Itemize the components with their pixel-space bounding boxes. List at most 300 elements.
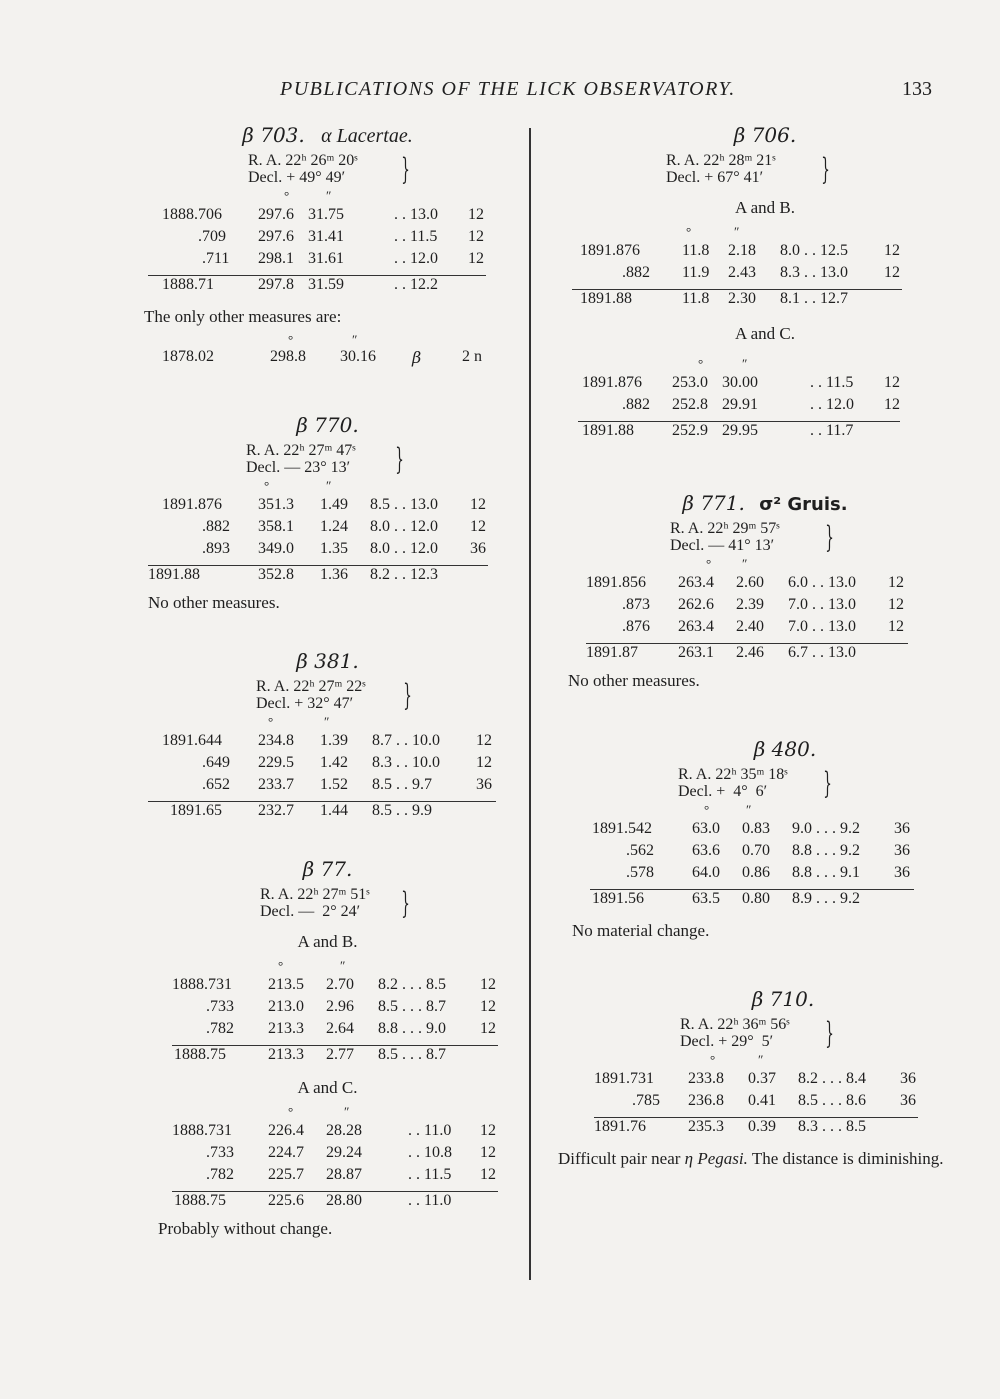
- table-cell: 2.77: [326, 1046, 354, 1063]
- coordinates: [260, 886, 515, 924]
- table-cell: 36: [894, 820, 910, 837]
- running-title: PUBLICATIONS OF THE LICK OBSERVATORY.: [280, 78, 736, 100]
- table-cell: 1.24: [320, 518, 348, 535]
- table-cell: 1888.71: [162, 276, 214, 293]
- table-cell: 12: [884, 264, 900, 281]
- table-cell: °: [686, 224, 692, 239]
- table-cell: 233.8: [688, 1070, 724, 1087]
- entry-number: β 710.: [751, 987, 815, 1011]
- table-row: [560, 572, 970, 594]
- coordinates: [678, 766, 970, 804]
- table-cell: 11.8: [682, 290, 710, 307]
- entry-b381: [140, 644, 515, 822]
- entry-b703: [140, 118, 515, 378]
- measures-table: [560, 572, 970, 664]
- table-cell: .562: [626, 842, 654, 859]
- table-cell: . . 13.0: [394, 206, 438, 223]
- table-cell: 8.1 . . 12.7: [780, 290, 848, 307]
- entry-b706: [560, 118, 970, 442]
- page-header: [0, 78, 1000, 108]
- table-cell: 233.7: [258, 776, 294, 793]
- measures-table: [140, 204, 515, 296]
- table-cell: 8.9 . . . 9.2: [792, 890, 860, 907]
- table-cell: 1.36: [320, 566, 348, 583]
- right-ascension: R. A. 22ʰ 29ᵐ 57ˢ: [670, 520, 780, 537]
- table-cell: 213.5: [268, 976, 304, 993]
- table-cell: 28.80: [326, 1192, 362, 1209]
- table-row: [560, 262, 970, 284]
- entry-title: [560, 486, 970, 520]
- table-cell: 1891.88: [582, 422, 634, 439]
- entry-title: [140, 408, 515, 442]
- declination: Decl. — 41° 13′: [670, 537, 775, 554]
- table-row: [140, 1142, 515, 1164]
- previous-measure: [140, 348, 515, 378]
- degree-mark: °: [284, 188, 290, 203]
- table-cell: 0.70: [742, 842, 770, 859]
- brace-icon: }: [401, 152, 410, 187]
- right-ascension: R. A. 22ʰ 27ᵐ 47ˢ: [246, 442, 356, 459]
- units-row: [560, 358, 970, 372]
- table-cell: 1891.876: [162, 496, 222, 513]
- table-row: [140, 752, 515, 774]
- table-cell: .882: [622, 264, 650, 281]
- table-cell: 7.0 . . 13.0: [788, 596, 856, 613]
- table-row: [140, 1164, 515, 1186]
- table-cell: 12: [476, 732, 492, 749]
- column-divider: [529, 128, 531, 1280]
- table-cell: 213.0: [268, 998, 304, 1015]
- table-cell: β: [412, 348, 422, 367]
- page-number: 133: [902, 78, 932, 100]
- table-cell: 12: [470, 518, 486, 535]
- table-cell: 2.18: [728, 242, 756, 259]
- table-cell: 8.5 . . . 8.7: [378, 998, 446, 1015]
- table-cell: 63.0: [692, 820, 720, 837]
- table-cell: 252.8: [672, 396, 708, 413]
- table-cell: 0.39: [748, 1118, 776, 1135]
- table-cell: °: [268, 714, 274, 729]
- table-cell: 8.5 . . . 8.6: [798, 1092, 866, 1109]
- table-cell: 12: [480, 1122, 496, 1139]
- table-cell: 1888.75: [174, 1192, 226, 1209]
- table-cell: 64.0: [692, 864, 720, 881]
- table-cell: 0.83: [742, 820, 770, 837]
- table-cell: 2.46: [736, 644, 764, 661]
- table-cell: ″: [352, 332, 358, 347]
- table-row: [140, 494, 515, 516]
- table-row: [560, 394, 970, 416]
- table-cell: 1.42: [320, 754, 348, 771]
- table-cell: 8.3 . . 13.0: [780, 264, 848, 281]
- table-cell: 352.8: [258, 566, 294, 583]
- table-cell: ″: [326, 478, 332, 493]
- table-cell: 0.41: [748, 1092, 776, 1109]
- entry-number: β 706.: [733, 123, 797, 147]
- declination: Decl. + 32° 47′: [256, 695, 354, 712]
- table-cell: 28.87: [326, 1166, 362, 1183]
- entry-title: [560, 982, 970, 1016]
- table-cell: 297.6: [258, 206, 294, 223]
- units-row: [560, 1054, 970, 1068]
- table-cell: 262.6: [678, 596, 714, 613]
- table-row: [560, 1090, 970, 1112]
- table-cell: .782: [206, 1020, 234, 1037]
- units-row: [140, 716, 515, 730]
- table-cell: .649: [202, 754, 230, 771]
- table-cell: 36: [900, 1070, 916, 1087]
- table-cell: 0.37: [748, 1070, 776, 1087]
- table-cell: 8.5 . . . 8.7: [378, 1046, 446, 1063]
- table-cell: 226.4: [268, 1122, 304, 1139]
- table-cell: 36: [470, 540, 486, 557]
- note-text: The distance is diminishing.: [747, 1149, 944, 1168]
- table-row: [560, 818, 970, 840]
- table-cell: . . 11.0: [408, 1122, 452, 1139]
- table-cell: .711: [202, 250, 230, 267]
- table-cell: 349.0: [258, 540, 294, 557]
- table-cell: 12: [884, 374, 900, 391]
- table-row: [140, 538, 515, 560]
- units-row: [140, 480, 515, 494]
- declination: Decl. + 4° 6′: [678, 783, 768, 800]
- brace-icon: }: [395, 442, 404, 477]
- table-cell: ″: [758, 1052, 764, 1067]
- table-cell: 1891.88: [580, 290, 632, 307]
- table-row: [560, 372, 970, 394]
- table-cell: ″: [734, 224, 740, 239]
- coordinates: [246, 442, 515, 480]
- mean-row: [560, 638, 970, 664]
- subhead: A and C.: [297, 1078, 358, 1097]
- table-cell: . . 12.0: [394, 250, 438, 267]
- table-cell: 63.6: [692, 842, 720, 859]
- mean-row: [140, 1040, 515, 1066]
- entry-b77: [140, 852, 515, 1240]
- units-row: [140, 334, 515, 348]
- table-cell: 2.60: [736, 574, 764, 591]
- table-cell: 6.0 . . 13.0: [788, 574, 856, 591]
- table-cell: 1891.76: [594, 1118, 646, 1135]
- entry-number: β 770.: [296, 413, 359, 437]
- table-cell: . . 11.5: [408, 1166, 452, 1183]
- coordinates: [248, 152, 515, 190]
- table-row: [560, 594, 970, 616]
- brace-icon: }: [821, 152, 830, 187]
- table-row: [140, 204, 515, 226]
- star-name: σ² Gruis.: [759, 494, 848, 515]
- right-ascension: R. A. 22ʰ 36ᵐ 56ˢ: [680, 1016, 790, 1033]
- table-cell: 31.75: [308, 206, 344, 223]
- table-cell: . . 12.2: [394, 276, 438, 293]
- table-row: [560, 616, 970, 638]
- table-cell: 31.61: [308, 250, 344, 267]
- note: No material change.: [572, 921, 710, 940]
- table-cell: 297.8: [258, 276, 294, 293]
- second-mark: ″: [326, 188, 332, 203]
- mean-row: [140, 270, 515, 296]
- subhead: A and C.: [735, 324, 795, 343]
- coordinates: [670, 520, 970, 558]
- brace-icon: }: [825, 1016, 834, 1051]
- table-row: [560, 1068, 970, 1090]
- table-cell: 1891.542: [592, 820, 652, 837]
- entry-title: [140, 118, 515, 152]
- table-cell: 213.3: [268, 1020, 304, 1037]
- table-cell: 12: [480, 1144, 496, 1161]
- measures-table: [560, 1068, 970, 1138]
- table-cell: . . 10.8: [408, 1144, 452, 1161]
- table-cell: °: [704, 802, 710, 817]
- table-cell: 1891.65: [170, 802, 222, 819]
- table-cell: 8.2 . . 12.3: [370, 566, 438, 583]
- note: [558, 1148, 958, 1170]
- table-cell: 253.0: [672, 374, 708, 391]
- table-cell: °: [288, 332, 294, 347]
- table-cell: 236.8: [688, 1092, 724, 1109]
- table-cell: .652: [202, 776, 230, 793]
- table-cell: 1888.75: [174, 1046, 226, 1063]
- units-row: [560, 226, 970, 240]
- measures-table: [140, 730, 515, 822]
- table-cell: 263.1: [678, 644, 714, 661]
- table-cell: ″: [746, 802, 752, 817]
- table-cell: 1.49: [320, 496, 348, 513]
- table-cell: 8.5 . . 13.0: [370, 496, 438, 513]
- table-cell: 36: [476, 776, 492, 793]
- table-row: [140, 774, 515, 796]
- declination: Decl. + 29° 5′: [680, 1033, 774, 1050]
- table-cell: ″: [340, 958, 346, 973]
- table-cell: . . 12.0: [810, 396, 854, 413]
- table-cell: 358.1: [258, 518, 294, 535]
- table-cell: 12: [480, 998, 496, 1015]
- measures-table: [140, 494, 515, 586]
- measures-table: [560, 372, 970, 442]
- coordinates: [680, 1016, 970, 1054]
- table-cell: 225.7: [268, 1166, 304, 1183]
- table-cell: 1891.876: [582, 374, 642, 391]
- entry-title: [140, 852, 515, 886]
- table-cell: 2 n: [462, 348, 482, 365]
- table-cell: 31.59: [308, 276, 344, 293]
- table-cell: 2.39: [736, 596, 764, 613]
- note: Probably without change.: [158, 1219, 333, 1238]
- table-cell: 263.4: [678, 618, 714, 635]
- table-cell: 234.8: [258, 732, 294, 749]
- mean-row: [140, 796, 515, 822]
- brace-icon: }: [403, 678, 412, 713]
- entry-number: β 771.: [682, 491, 745, 515]
- units-row: [140, 960, 515, 974]
- table-row: [560, 862, 970, 884]
- table-cell: 1878.02: [162, 348, 214, 365]
- table-cell: 11.9: [682, 264, 710, 281]
- units-row: [140, 190, 515, 204]
- table-cell: .876: [622, 618, 650, 635]
- table-cell: ″: [742, 556, 748, 571]
- table-cell: 1891.644: [162, 732, 222, 749]
- table-cell: 8.5 . . 9.9: [372, 802, 432, 819]
- table-cell: 8.3 . . . 8.5: [798, 1118, 866, 1135]
- table-cell: 1.44: [320, 802, 348, 819]
- table-cell: 298.1: [258, 250, 294, 267]
- declination: Decl. — 2° 24′: [260, 903, 361, 920]
- table-cell: 11.8: [682, 242, 710, 259]
- table-cell: 1.35: [320, 540, 348, 557]
- table-cell: 1888.706: [162, 206, 222, 223]
- table-cell: 0.86: [742, 864, 770, 881]
- table-cell: 12: [480, 1166, 496, 1183]
- table-cell: 8.8 . . . 9.2: [792, 842, 860, 859]
- table-cell: 9.0 . . . 9.2: [792, 820, 860, 837]
- units-row: [560, 558, 970, 572]
- table-cell: 8.7 . . 10.0: [372, 732, 440, 749]
- table-cell: 12: [888, 574, 904, 591]
- table-cell: 12: [468, 206, 484, 223]
- table-cell: 1891.731: [594, 1070, 654, 1087]
- brace-icon: }: [401, 886, 410, 921]
- measures-table: [140, 1120, 515, 1212]
- units-row: [140, 1106, 515, 1120]
- note-text: Difficult pair near: [558, 1149, 685, 1168]
- table-cell: 0.80: [742, 890, 770, 907]
- table-cell: 6.7 . . 13.0: [788, 644, 856, 661]
- table-cell: 1888.731: [172, 1122, 232, 1139]
- table-cell: 8.3 . . 10.0: [372, 754, 440, 771]
- entry-title: [140, 644, 515, 678]
- mean-row: [560, 1112, 970, 1138]
- table-row: [140, 1120, 515, 1142]
- table-cell: 2.43: [728, 264, 756, 281]
- table-cell: 8.8 . . . 9.0: [378, 1020, 446, 1037]
- table-cell: 12: [468, 228, 484, 245]
- table-row: [140, 996, 515, 1018]
- table-cell: °: [264, 478, 270, 493]
- table-cell: 263.4: [678, 574, 714, 591]
- table-row: [140, 730, 515, 752]
- entry-title: [560, 732, 970, 766]
- mean-row: [140, 1186, 515, 1212]
- table-cell: 297.6: [258, 228, 294, 245]
- table-cell: °: [288, 1104, 294, 1119]
- table-cell: .733: [206, 998, 234, 1015]
- table-cell: 12: [888, 618, 904, 635]
- brace-icon: }: [823, 766, 832, 801]
- table-cell: 8.0 . . 12.0: [370, 518, 438, 535]
- table-cell: 7.0 . . 13.0: [788, 618, 856, 635]
- right-ascension: R. A. 22ʰ 28ᵐ 21ˢ: [666, 152, 776, 169]
- table-cell: ″: [742, 356, 748, 371]
- table-cell: 8.2 . . . 8.5: [378, 976, 446, 993]
- star-name: η Pegasi.: [684, 1149, 748, 1168]
- table-row: [140, 974, 515, 996]
- table-cell: .873: [622, 596, 650, 613]
- table-cell: 8.5 . . 9.7: [372, 776, 432, 793]
- right-ascension: R. A. 22ʰ 27ᵐ 22ˢ: [256, 678, 366, 695]
- table-cell: 36: [894, 864, 910, 881]
- table-cell: 12: [476, 754, 492, 771]
- coordinates: [666, 152, 970, 190]
- table-cell: 8.2 . . . 8.4: [798, 1070, 866, 1087]
- table-cell: 12: [468, 250, 484, 267]
- table-cell: 29.95: [722, 422, 758, 439]
- table-row: [140, 226, 515, 248]
- measures-table: [560, 818, 970, 910]
- right-ascension: R. A. 22ʰ 35ᵐ 18ˢ: [678, 766, 788, 783]
- table-cell: 2.40: [736, 618, 764, 635]
- note: No other measures.: [148, 593, 280, 612]
- table-cell: 31.41: [308, 228, 344, 245]
- table-cell: 298.8: [270, 348, 306, 365]
- table-cell: 351.3: [258, 496, 294, 513]
- coordinates: [256, 678, 515, 716]
- entry-number: β 381.: [296, 649, 359, 673]
- mean-row: [140, 560, 515, 586]
- table-cell: °: [698, 356, 704, 371]
- table-cell: 1891.876: [580, 242, 640, 259]
- table-cell: 1891.856: [586, 574, 646, 591]
- table-cell: 1.52: [320, 776, 348, 793]
- table-cell: 12: [470, 496, 486, 513]
- table-cell: 232.7: [258, 802, 294, 819]
- table-cell: ″: [324, 714, 330, 729]
- measures-table: [140, 974, 515, 1066]
- table-cell: 225.6: [268, 1192, 304, 1209]
- table-cell: 30.00: [722, 374, 758, 391]
- table-cell: .785: [632, 1092, 660, 1109]
- table-cell: °: [710, 1052, 716, 1067]
- right-column: [560, 118, 970, 1170]
- table-cell: 2.70: [326, 976, 354, 993]
- table-cell: 213.3: [268, 1046, 304, 1063]
- declination: Decl. — 23° 13′: [246, 459, 351, 476]
- table-cell: 63.5: [692, 890, 720, 907]
- table-row: [560, 240, 970, 262]
- entry-b770: [140, 408, 515, 614]
- right-ascension: R. A. 22ʰ 27ᵐ 51ˢ: [260, 886, 370, 903]
- table-cell: 1891.56: [592, 890, 644, 907]
- note: No other measures.: [568, 671, 700, 690]
- table-cell: . . 11.5: [810, 374, 854, 391]
- table-cell: ″: [344, 1104, 350, 1119]
- mean-row: [560, 416, 970, 442]
- entry-b710: [560, 982, 970, 1170]
- mean-row: [560, 884, 970, 910]
- table-cell: 29.91: [722, 396, 758, 413]
- subhead: A and B.: [297, 932, 358, 951]
- left-column: [140, 118, 515, 1240]
- units-row: [560, 804, 970, 818]
- table-cell: 1.39: [320, 732, 348, 749]
- entry-b480: [560, 732, 970, 942]
- note: The only other measures are:: [144, 307, 342, 326]
- table-cell: 29.24: [326, 1144, 362, 1161]
- table-row: [140, 1018, 515, 1040]
- table-row: [560, 840, 970, 862]
- table-cell: 36: [900, 1092, 916, 1109]
- table-cell: 2.30: [728, 290, 756, 307]
- table-cell: 12: [480, 976, 496, 993]
- table-cell: 8.0 . . 12.0: [370, 540, 438, 557]
- table-cell: 12: [884, 242, 900, 259]
- table-cell: 2.96: [326, 998, 354, 1015]
- table-cell: °: [278, 958, 284, 973]
- entry-title: [560, 118, 970, 152]
- table-cell: .882: [202, 518, 230, 535]
- table-cell: 36: [894, 842, 910, 859]
- star-name: α Lacertae.: [321, 125, 413, 147]
